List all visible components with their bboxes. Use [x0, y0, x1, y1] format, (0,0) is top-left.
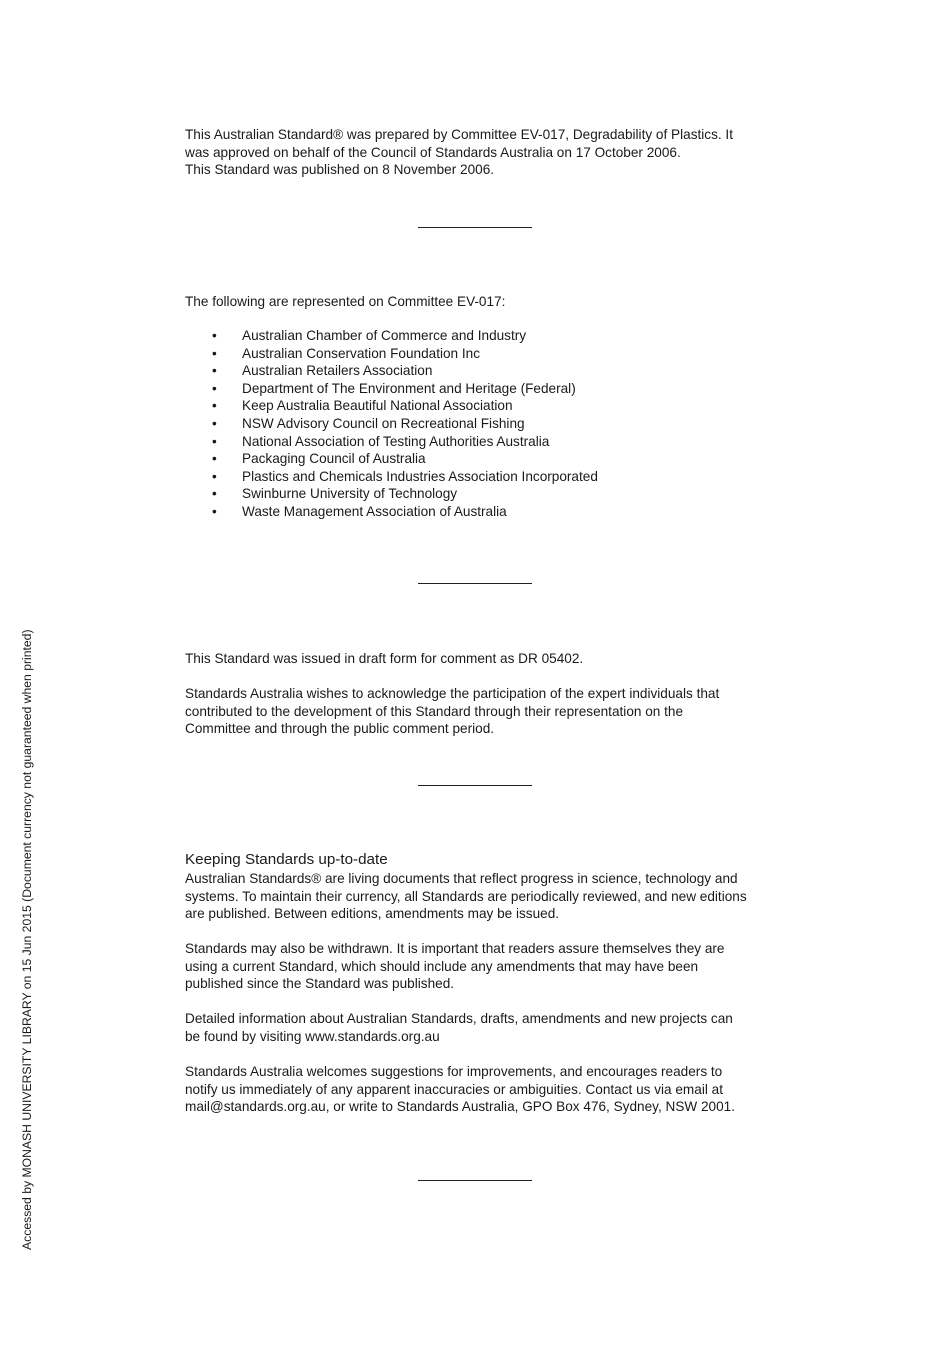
keeping-paragraph-3	[185, 1010, 775, 1045]
member-name: Australian Chamber of Commerce and Industry	[242, 328, 527, 343]
paragraph-line: mail@standards.org.au, or write to Standards Australia, GPO Box 476, Sydney, NSW 2001.	[185, 1099, 736, 1115]
bullet-icon: •	[212, 345, 217, 361]
member-name: Packaging Council of Australia	[242, 451, 426, 467]
member-name: Australian Retailers Association	[242, 363, 433, 379]
keeping-paragraph-1	[185, 870, 775, 923]
paragraph-line: Standards Australia welcomes suggestions for improvements, and encourages readers to	[185, 1064, 723, 1079]
intro-line: This Australian Standard® was prepared by Committee EV-017, Degradability of Plastics. It	[185, 127, 733, 142]
member-name: National Association of Testing Authorities Australia	[242, 433, 550, 449]
section-divider	[418, 785, 532, 786]
paragraph-line: systems. To maintain their currency, all Standards are periodically reviewed, and new editions	[185, 888, 747, 904]
member-name: Department of The Environment and Heritage (Federal)	[242, 380, 576, 396]
bullet-icon: •	[212, 486, 217, 502]
list-item	[185, 468, 598, 486]
member-name: Swinburne University of Technology	[242, 486, 458, 502]
member-name: Plastics and Chemicals Industries Association Incorporated	[242, 468, 598, 484]
section-heading: Keeping Standards up-to-date	[185, 851, 388, 868]
list-item	[185, 380, 598, 398]
paragraph-line: published since the Standard was published.	[185, 976, 455, 992]
paragraph-line: be found by visiting www.standards.org.au	[185, 1028, 440, 1044]
section-divider	[418, 583, 532, 584]
list-item	[185, 327, 598, 345]
committee-intro: The following are represented on Committee EV-017:	[185, 294, 506, 309]
paragraph-line: using a current Standard, which should include any amendments that may have been	[185, 958, 699, 974]
acknowledgement-line: contributed to the development of this Standard through their representation on the	[185, 703, 684, 719]
bullet-icon: •	[212, 451, 217, 467]
list-item	[185, 433, 598, 451]
list-item	[185, 503, 598, 521]
bullet-icon: •	[212, 468, 217, 484]
intro-paragraph	[185, 126, 775, 179]
paragraph-line: Australian Standards® are living documents that reflect progress in science, technology and	[185, 871, 738, 886]
access-watermark: Accessed by MONASH UNIVERSITY LIBRARY on 15 Jun 2015 (Document currency not guaranteed when printed)	[20, 629, 34, 1250]
list-item	[185, 362, 598, 380]
list-item	[185, 450, 598, 468]
list-item	[185, 345, 598, 363]
bullet-icon: •	[212, 433, 217, 449]
bullet-icon: •	[212, 415, 217, 431]
member-name: Australian Conservation Foundation Inc	[242, 345, 481, 361]
committee-member-list	[185, 327, 598, 521]
list-item	[185, 415, 598, 433]
acknowledgement-line: Committee and through the public comment period.	[185, 721, 495, 737]
member-name: NSW Advisory Council on Recreational Fishing	[242, 415, 525, 431]
section-divider	[418, 1180, 532, 1181]
intro-line: was approved on behalf of the Council of Standards Australia on 17 October 2006.	[185, 144, 681, 160]
member-name: Keep Australia Beautiful National Association	[242, 398, 513, 414]
paragraph-line: notify us immediately of any apparent inaccuracies or ambiguities. Contact us via email at	[185, 1081, 723, 1097]
list-item	[185, 485, 598, 503]
keeping-paragraph-4	[185, 1063, 775, 1116]
list-item	[185, 397, 598, 415]
intro-line: This Standard was published on 8 November 2006.	[185, 162, 495, 178]
draft-issued-text: This Standard was issued in draft form for comment as DR 05402.	[185, 651, 584, 666]
paragraph-line: Detailed information about Australian Standards, drafts, amendments and new projects can	[185, 1011, 733, 1026]
acknowledgement-line: Standards Australia wishes to acknowledge the participation of the expert individuals that	[185, 686, 720, 701]
bullet-icon: •	[212, 363, 217, 379]
acknowledgement-paragraph	[185, 685, 775, 738]
member-name: Waste Management Association of Australia	[242, 503, 507, 519]
bullet-icon: •	[212, 398, 217, 414]
bullet-icon: •	[212, 328, 217, 343]
bullet-icon: •	[212, 503, 217, 519]
bullet-icon: •	[212, 380, 217, 396]
keeping-paragraph-2	[185, 940, 775, 993]
paragraph-line: are published. Between editions, amendments may be issued.	[185, 906, 560, 922]
paragraph-line: Standards may also be withdrawn. It is important that readers assure themselves they are	[185, 941, 725, 956]
section-divider	[418, 227, 532, 228]
